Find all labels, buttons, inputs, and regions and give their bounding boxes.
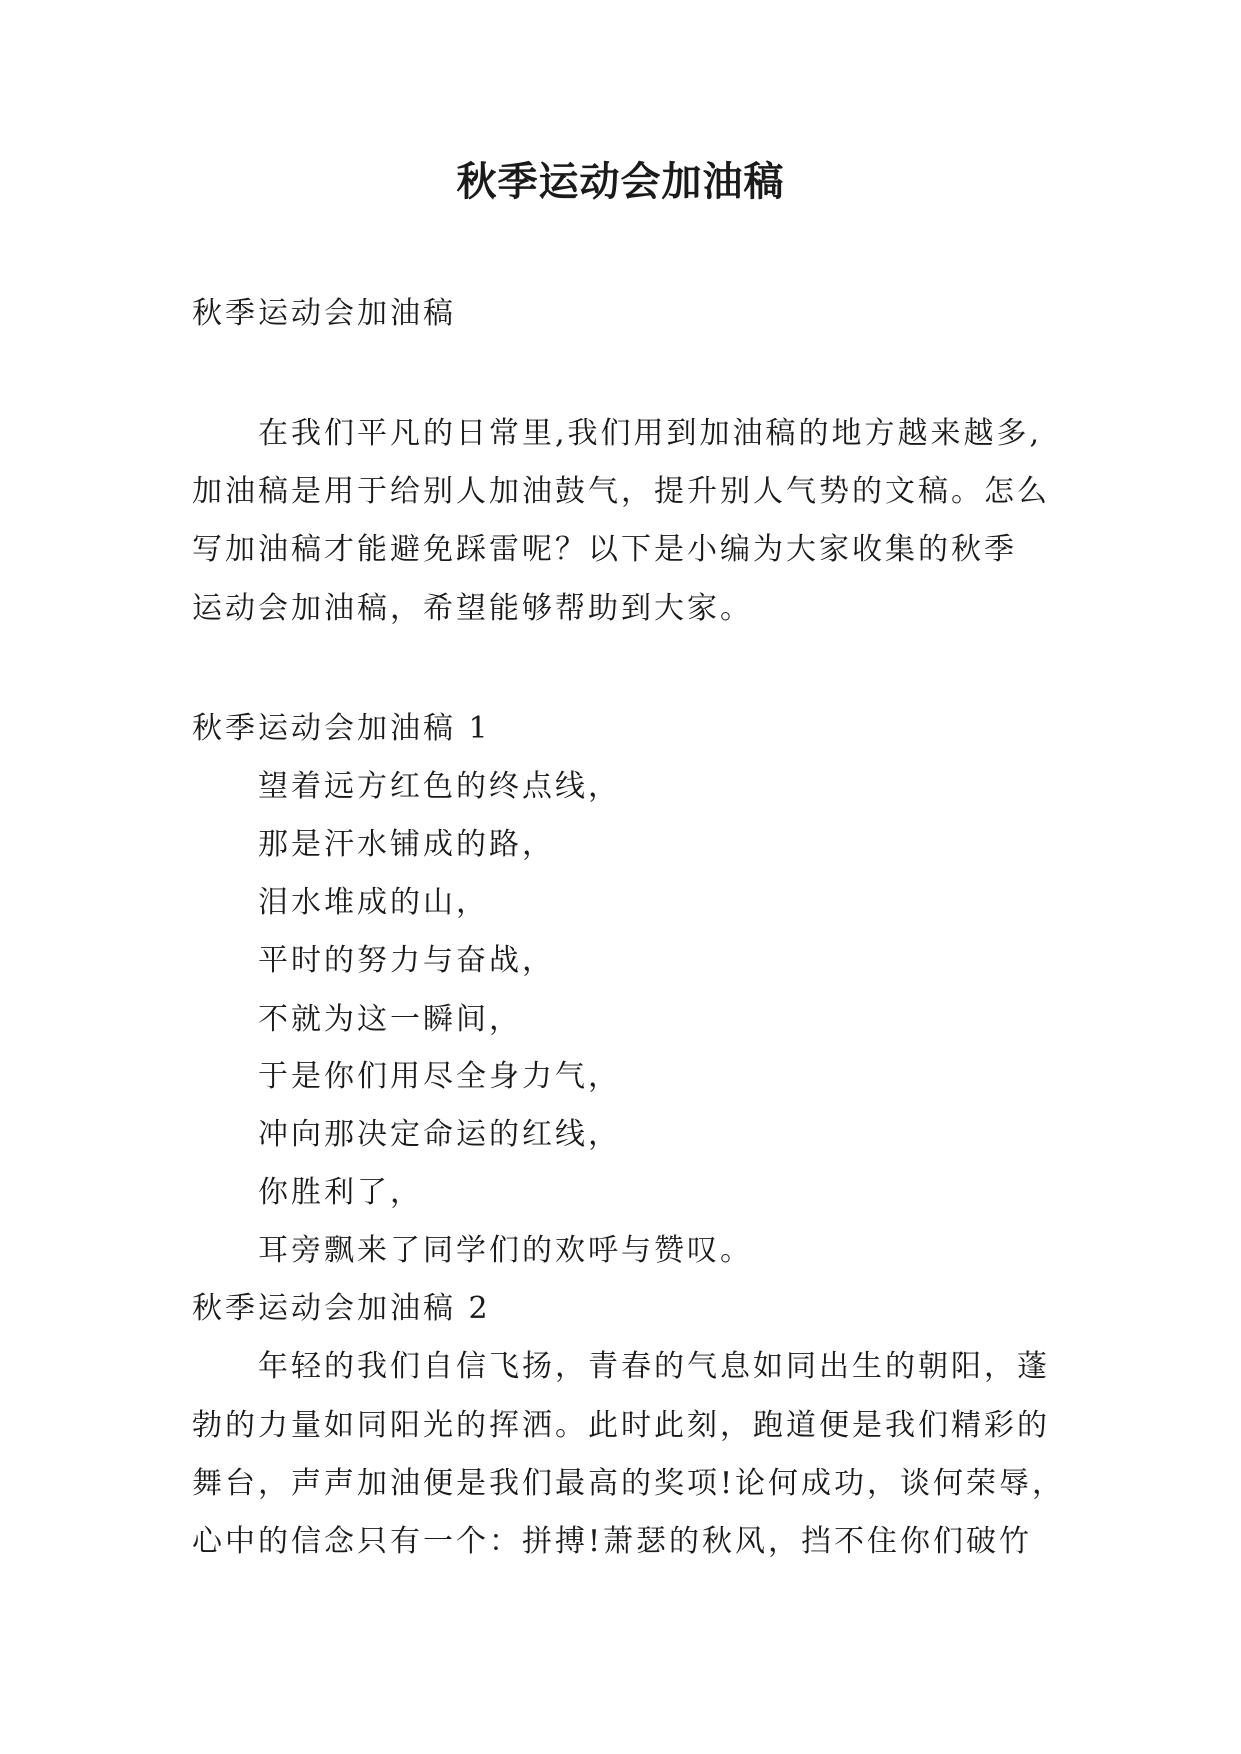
intro-line: 写加油稿才能避免踩雷呢？以下是小编为大家收集的秋季 bbox=[192, 532, 1017, 567]
intro-line: 加油稿是用于给别人加油鼓气，提升别人气势的文稿。怎么 bbox=[192, 474, 1050, 509]
subtitle: 秋季运动会加油稿 bbox=[192, 296, 456, 331]
intro-line: 在我们平凡的日常里,我们用到加油稿的地方越来越多, bbox=[258, 416, 1043, 451]
poem-line: 冲向那决定命运的红线， bbox=[258, 1117, 621, 1152]
document-title: 秋季运动会加油稿 bbox=[456, 158, 785, 205]
paragraph-line: 勃的力量如同阳光的挥洒。此时此刻，跑道便是我们精彩的 bbox=[192, 1408, 1050, 1443]
poem-line: 那是汗水铺成的路， bbox=[258, 827, 555, 862]
paragraph-line: 舞台，声声加油便是我们最高的奖项!论何成功，谈何荣辱， bbox=[192, 1466, 1066, 1501]
poem-line: 不就为这一瞬间， bbox=[258, 1002, 522, 1037]
section-heading: 秋季运动会加油稿 2 bbox=[192, 1291, 491, 1326]
poem-line: 泪水堆成的山， bbox=[258, 885, 489, 920]
poem-line: 望着远方红色的终点线， bbox=[258, 769, 621, 804]
intro-line: 运动会加油稿，希望能够帮助到大家。 bbox=[192, 591, 753, 626]
section-heading: 秋季运动会加油稿 1 bbox=[192, 711, 491, 746]
paragraph-line: 心中的信念只有一个：拼搏!萧瑟的秋风，挡不住你们破竹 bbox=[192, 1524, 1033, 1559]
poem-line: 你胜利了， bbox=[258, 1175, 423, 1210]
paragraph-line: 年轻的我们自信飞扬，青春的气息如同出生的朝阳，蓬 bbox=[258, 1349, 1050, 1384]
poem-line: 耳旁飘来了同学们的欢呼与赞叹。 bbox=[258, 1233, 753, 1268]
poem-line: 平时的努力与奋战， bbox=[258, 943, 555, 978]
poem-line: 于是你们用尽全身力气， bbox=[258, 1059, 621, 1094]
